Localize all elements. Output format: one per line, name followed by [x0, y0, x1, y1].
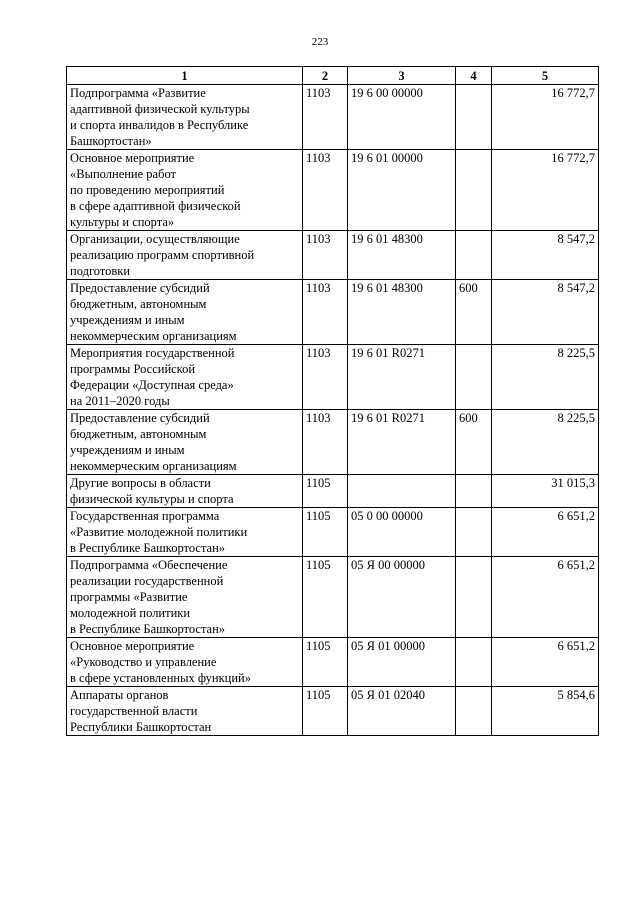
cell-name: Основное мероприятие «Руководство и управление в сфере установленных функций»: [67, 638, 303, 687]
cell-name: Подпрограмма «Развитие адаптивной физической культуры и спорта инвалидов в Республике Башкортостан»: [67, 85, 303, 150]
cell-target-code: 19 6 01 00000: [348, 150, 456, 231]
cell-amount: 5 854,6: [492, 687, 599, 736]
table-row: [67, 85, 599, 150]
cell-target-code: 19 6 01 48300: [348, 231, 456, 280]
cell-name: Основное мероприятие «Выполнение работ по проведению мероприятий в сфере адаптивной физической культуры и спорта»: [67, 150, 303, 231]
cell-amount: 8 225,5: [492, 345, 599, 410]
cell-amount: 6 651,2: [492, 557, 599, 638]
table-header-row: [67, 67, 599, 85]
column-header-3: 3: [348, 67, 456, 85]
cell-target-code: 19 6 01 R0271: [348, 410, 456, 475]
cell-target-code: 05 Я 01 00000: [348, 638, 456, 687]
cell-expense-type: [456, 150, 492, 231]
cell-section: 1103: [303, 150, 348, 231]
table-row: [67, 231, 599, 280]
cell-section: 1105: [303, 638, 348, 687]
cell-target-code: 19 6 00 00000: [348, 85, 456, 150]
cell-section: 1105: [303, 557, 348, 638]
table-row: [67, 687, 599, 736]
table-row: [67, 410, 599, 475]
cell-section: 1103: [303, 85, 348, 150]
cell-expense-type: [456, 687, 492, 736]
table-row: [67, 557, 599, 638]
cell-section: 1103: [303, 280, 348, 345]
cell-expense-type: 600: [456, 410, 492, 475]
cell-expense-type: 600: [456, 280, 492, 345]
cell-section: 1105: [303, 475, 348, 508]
cell-amount: 16 772,7: [492, 85, 599, 150]
table-row: [67, 150, 599, 231]
cell-amount: 31 015,3: [492, 475, 599, 508]
cell-target-code: 05 0 00 00000: [348, 508, 456, 557]
cell-name: Предоставление субсидий бюджетным, автономным учреждениям и иным некоммерческим организациям: [67, 410, 303, 475]
cell-expense-type: [456, 85, 492, 150]
cell-expense-type: [456, 231, 492, 280]
cell-section: 1103: [303, 231, 348, 280]
page-number: 223: [311, 36, 329, 48]
cell-expense-type: [456, 345, 492, 410]
cell-name: Государственная программа «Развитие молодежной политики в Республике Башкортостан»: [67, 508, 303, 557]
cell-target-code: 05 Я 01 02040: [348, 687, 456, 736]
cell-amount: 6 651,2: [492, 638, 599, 687]
table-row: [67, 508, 599, 557]
cell-target-code: 19 6 01 R0271: [348, 345, 456, 410]
table-row: [67, 638, 599, 687]
cell-section: 1105: [303, 687, 348, 736]
table-row: [67, 475, 599, 508]
cell-expense-type: [456, 475, 492, 508]
cell-name: Подпрограмма «Обеспечение реализации государственной программы «Развитие молодежной политики в Республике Башкортостан»: [67, 557, 303, 638]
cell-name: Другие вопросы в области физической культуры и спорта: [67, 475, 303, 508]
cell-amount: 8 225,5: [492, 410, 599, 475]
column-header-2: 2: [303, 67, 348, 85]
table-row: [67, 345, 599, 410]
cell-section: 1103: [303, 410, 348, 475]
budget-table: [66, 66, 599, 736]
cell-amount: 8 547,2: [492, 280, 599, 345]
cell-amount: 16 772,7: [492, 150, 599, 231]
cell-amount: 8 547,2: [492, 231, 599, 280]
cell-name: Аппараты органов государственной власти Республики Башкортостан: [67, 687, 303, 736]
cell-target-code: 05 Я 00 00000: [348, 557, 456, 638]
cell-target-code: 19 6 01 48300: [348, 280, 456, 345]
cell-name: Мероприятия государственной программы Российской Федерации «Доступная среда» на 2011–2020 годы: [67, 345, 303, 410]
cell-expense-type: [456, 508, 492, 557]
column-header-5: 5: [492, 67, 599, 85]
cell-amount: 6 651,2: [492, 508, 599, 557]
cell-section: 1103: [303, 345, 348, 410]
cell-name: Предоставление субсидий бюджетным, автономным учреждениям и иным некоммерческим организациям: [67, 280, 303, 345]
cell-target-code: [348, 475, 456, 508]
table-row: [67, 280, 599, 345]
cell-name: Организации, осуществляющие реализацию программ спортивной подготовки: [67, 231, 303, 280]
table-body: [67, 85, 599, 736]
cell-section: 1105: [303, 508, 348, 557]
column-header-4: 4: [456, 67, 492, 85]
cell-expense-type: [456, 638, 492, 687]
column-header-1: 1: [67, 67, 303, 85]
cell-expense-type: [456, 557, 492, 638]
